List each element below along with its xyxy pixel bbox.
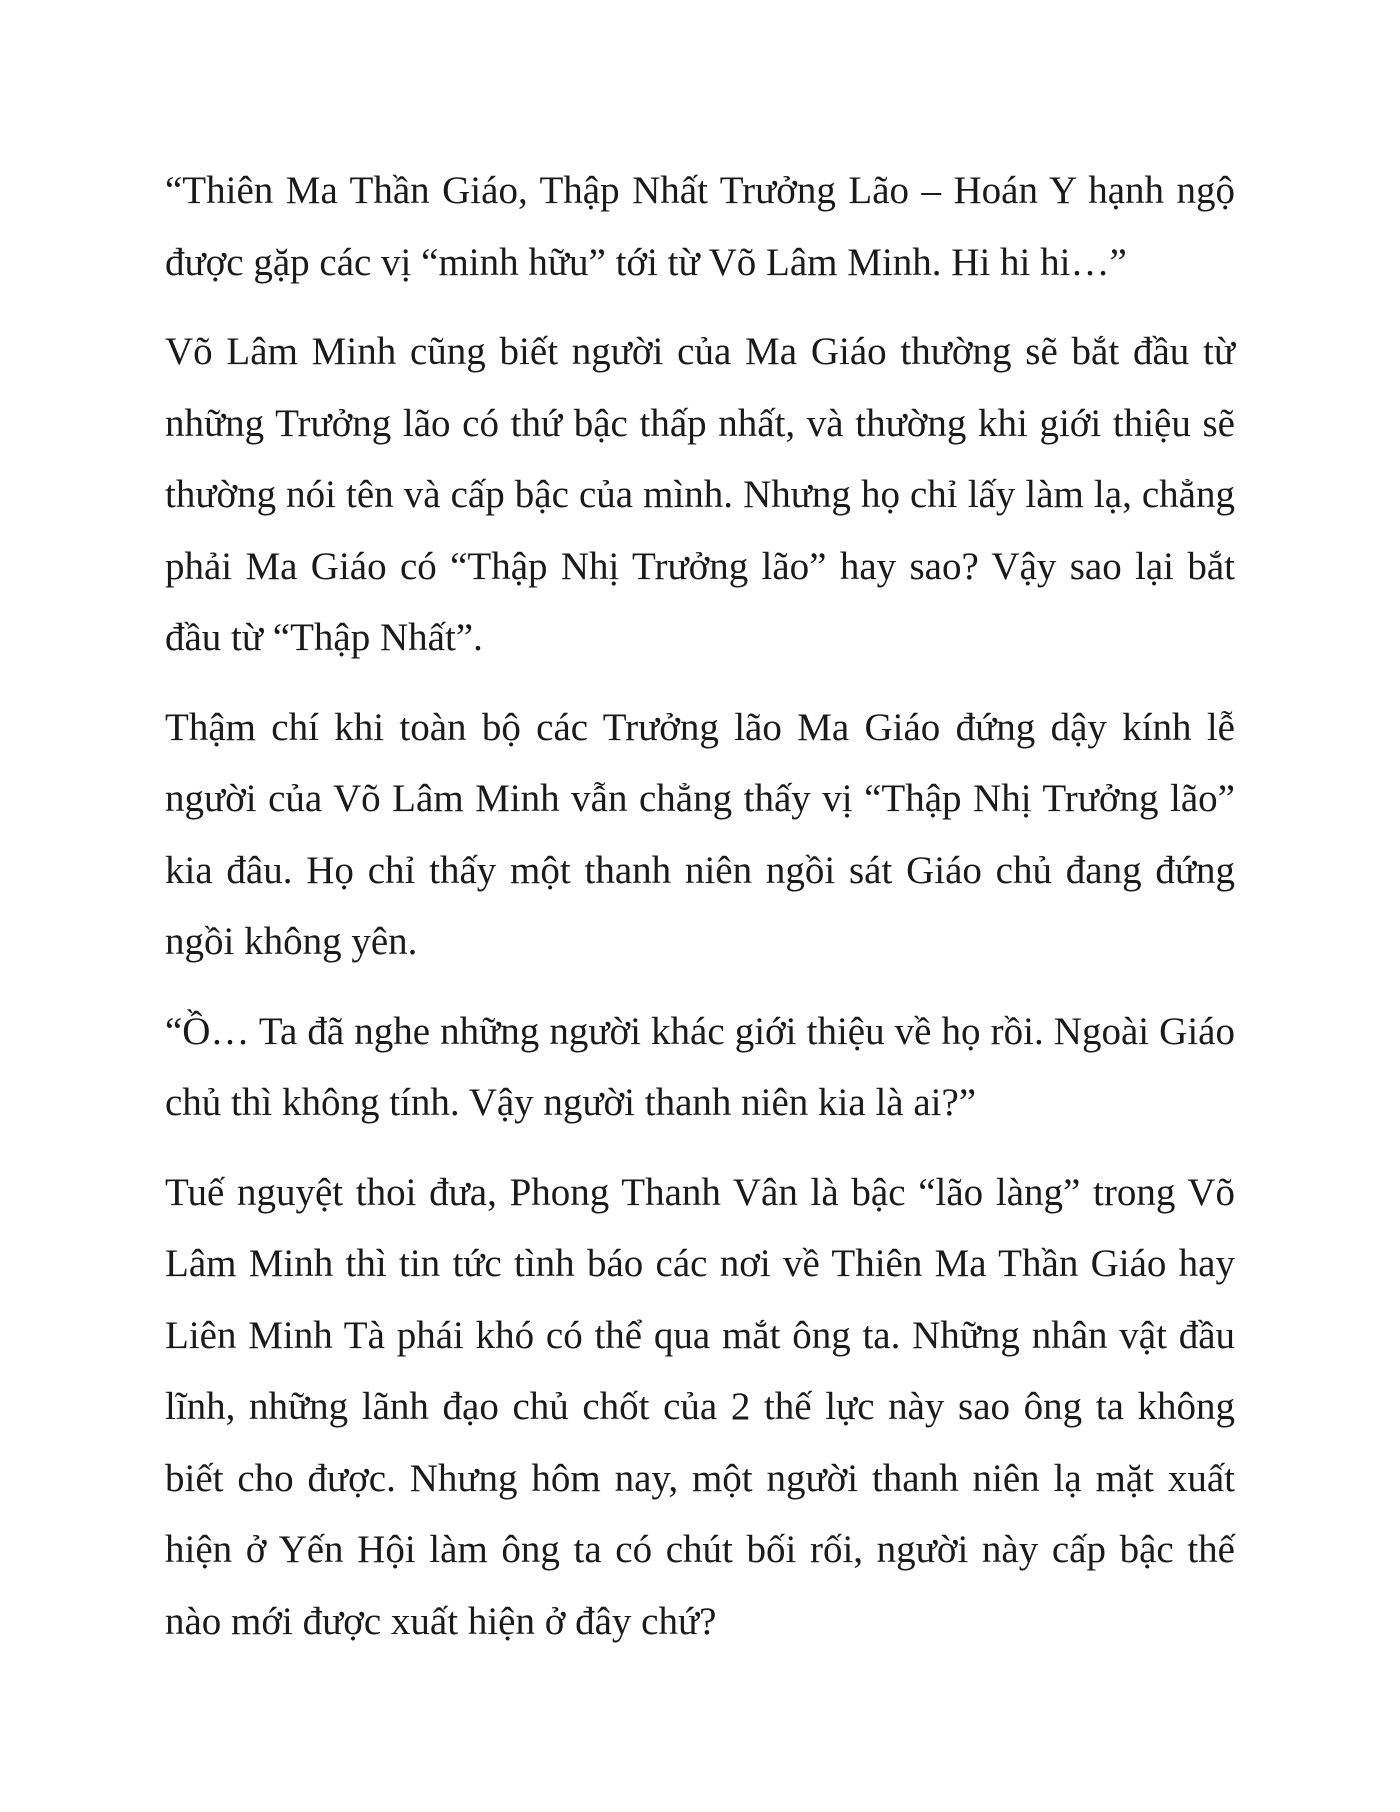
paragraph-2: Võ Lâm Minh cũng biết người của Ma Giáo thường sẽ bắt đầu từ những Trưởng lão có thứ bậc thấp nhất, và thường khi giới thiệu sẽ thường nói tên và cấp bậc của mình. Nhưng họ chỉ lấy làm lạ, chẳng phải Ma Giáo có “Thập Nhị Trưởng lão” hay sao? Vậy sao lại bắt đầu từ “Thập Nhất”.: [165, 330, 1235, 659]
document-page: [165, 155, 1235, 1675]
paragraph-3: Thậm chí khi toàn bộ các Trưởng lão Ma Giáo đứng dậy kính lễ người của Võ Lâm Minh vẫn chẳng thấy vị “Thập Nhị Trưởng lão” kia đâu. Họ chỉ thấy một thanh niên ngồi sát Giáo chủ đang đứng ngồi không yên.: [165, 705, 1235, 963]
paragraph-5: Tuế nguyệt thoi đưa, Phong Thanh Vân là bậc “lão làng” trong Võ Lâm Minh thì tin tức tình báo các nơi về Thiên Ma Thần Giáo hay Liên Minh Tà phái khó có thể qua mắt ông ta. Những nhân vật đầu lĩnh, những lãnh đạo chủ chốt của 2 thế lực này sao ông ta không biết cho được. Nhưng hôm nay, một người thanh niên lạ mặt xuất hiện ở Yến Hội làm ông ta có chút bối rối, người này cấp bậc thế nào mới được xuất hiện ở đây chứ?: [165, 1170, 1235, 1643]
paragraph-1: “Thiên Ma Thần Giáo, Thập Nhất Trưởng Lão – Hoán Y hạnh ngộ được gặp các vị “minh hữu” tới từ Võ Lâm Minh. Hi hi hi…”: [165, 169, 1235, 284]
paragraph-4: “Ồ… Ta đã nghe những người khác giới thiệu về họ rồi. Ngoài Giáo chủ thì không tính. Vậy người thanh niên kia là ai?”: [165, 1009, 1235, 1124]
